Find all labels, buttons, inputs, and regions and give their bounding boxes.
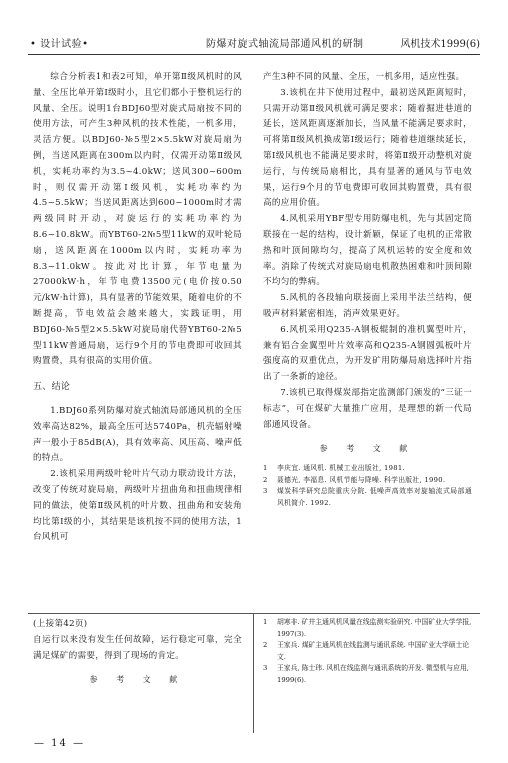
bottom-references-heading: 参 考 文 献: [89, 675, 186, 685]
reference-number: 3: [263, 487, 268, 496]
conclusion-item-3: 3.该机在井下使用过程中，最初送风距离短时，只需开动第Ⅱ级风机就可满足要求；随着掘进巷道的延长，送风距离逐渐加长，当风量不能满足要求时，可将第Ⅱ级风机换成第Ⅰ级运行；随着巷道继续延长，第Ⅰ级风机也不能满足要求时，将第Ⅱ级开动整机对旋运行，与传统局扇相比，具有显著的通风与节电效果，运行9个月的节电费即可收回其购置费，具有很高的应用价值。: [263, 87, 472, 209]
conclusion-item-5: 5.风机的各段轴向联接面上采用半法兰结构，便吸声材料紧密相连，消声效果更好。: [263, 293, 472, 319]
references-heading: 参 考 文 献: [319, 444, 416, 454]
right-column: [263, 70, 472, 509]
conclusion-item-2: 2.该机采用两级叶轮叶片气动力联动设计方法，改变了传统对旋局扇，两级叶片扭曲角和扭曲规律相同的做法，使第Ⅱ级风机的叶片数、扭曲角和安装角均比第Ⅰ级的小，其结果是该机按不同的使用方法，1台风机可: [33, 469, 242, 543]
reference-item: [263, 617, 472, 640]
page-header: [28, 37, 480, 59]
reference-item: [263, 486, 472, 509]
reference-item: [263, 663, 472, 686]
reference-text: 聂德光, 李福息. 风机节能与降噪. 科学出版社, 1990.: [277, 475, 446, 484]
continued-text: 自运行以来没有发生任何故障，运行稳定可靠，完全满足煤矿的需要，得到了现场的肯定。: [33, 634, 242, 661]
bottom-divider: [28, 613, 480, 614]
bottom-column-divider: [253, 613, 254, 733]
conclusion-item-7: 7.该机已取得煤炭部指定监测部门颁发的“三证一标志”，可在煤矿大量推广应用，是理想的新一代局部通风设备。: [263, 387, 472, 430]
reference-item: [263, 640, 472, 663]
reference-item: [263, 475, 472, 487]
reference-text: 王家兵. 煤矿主通风机在线监测与通讯系统. 中国矿业大学硕士论文.: [277, 641, 470, 661]
continued-from-label: (上接第42页): [33, 619, 88, 629]
reference-number: 2: [263, 641, 268, 649]
bottom-reference-list: [263, 617, 472, 686]
running-title: 防爆对旋式轴流局部通风机的研制: [206, 39, 364, 50]
reference-number: 1: [263, 464, 268, 473]
header-rule: [28, 54, 480, 55]
reference-number: 1: [263, 618, 268, 626]
conclusion-item-1: 1.BDJ60系列防爆对旋式轴流局部通风机的全压效率高达82%，最高全压可达5740Pa，机壳辐射噪声一般小于85dB(A)，具有效率高、风压高、噪声低的特点。: [33, 405, 242, 464]
reference-item: [263, 463, 472, 475]
reference-list: [263, 463, 472, 509]
left-column: [33, 70, 242, 546]
page-number: — 14 —: [34, 738, 86, 749]
conclusion-item-4: 4.风机采用YBF型专用防爆电机，先与其固定筒联接在一起的结构，设计新颖，保证了电机的正常散热和叶顶间隙均匀，提高了风机运转的安全度和效率。消除了传统式对旋局扇电机散热困难和叶顶间隙不均匀的弊病。: [263, 214, 472, 288]
conclusion-item-6: 6.风机采用Q235-A钢板辊制的准机翼型叶片，兼有铝合金翼型叶片效率高和Q235-A钢圆弧板叶片强度高的双重优点，为开发矿用防爆局扇选择叶片指出了一条新的途径。: [263, 324, 472, 383]
section-label: • 设计试验•: [30, 39, 89, 50]
conclusion-heading: 五、结论: [33, 382, 71, 393]
reference-number: 2: [263, 475, 268, 484]
analysis-paragraph: 综合分析表1和表2可知，单开第Ⅱ级风机时的风量、全压比单开第Ⅰ级时小，且它们都小于整机运行的风量、全压。说明1台BDJ60型对旋式局扇按不同的使用方法，可产生3种风机的技术性能，一机多用，灵活方便。以BDJ60-№5型2×5.5kW对旋局扇为例，当送风距离在300m以内时，仅需开动第Ⅱ级风机，实耗功率约为3.5~4.0kW；送风300~600m时，则仅需开动第Ⅰ级风机，实耗功率约为4.5~5.5kW；当送风距离达到600~1000m时才需两级同时开动，对旋运行的实耗功率约为8.6~10.8kW。而YBT60-2№5型11kW的双叶轮局扇，送风距离在1000m以内时，实耗功率为8.3~11.0kW。按此对比计算，年节电量为27000kW·h，年节电费13500元(电价按0.50元/kW·h计算)，具有显著的节能效果，随着电价的不断提高，节电效益会越来越大，实践证明，用BDJ60-№5型2×5.5kW对旋局扇代替YBT60-2№5型11kW普通局扇，运行9个月的节电费即可收回其购置费，具有很高的实用价值。: [33, 72, 242, 367]
reference-number: 3: [263, 664, 268, 672]
reference-text: 胡寒非. 矿井主通风机风量在线监测实验研究. 中国矿业大学学报, 1997(3).: [277, 618, 472, 638]
journal-issue: 风机技术1999(6): [400, 39, 480, 50]
reference-text: 煤炭科学研究总院重庆分院. 低噪声高效率对旋轴流式局部通风机简介. 1992.: [277, 487, 472, 507]
bottom-left-block: [33, 617, 242, 694]
reference-text: 王家兵, 陈士玮. 风机在线监测与通讯系统的开发. 微型机与应用, 1999(6).: [277, 664, 469, 684]
reference-text: 李庆宜. 通风机. 机械工业出版社, 1981.: [277, 464, 405, 473]
continued-paragraph: 产生3种不同的风量、全压，一机多用，适应性强。: [263, 72, 465, 82]
